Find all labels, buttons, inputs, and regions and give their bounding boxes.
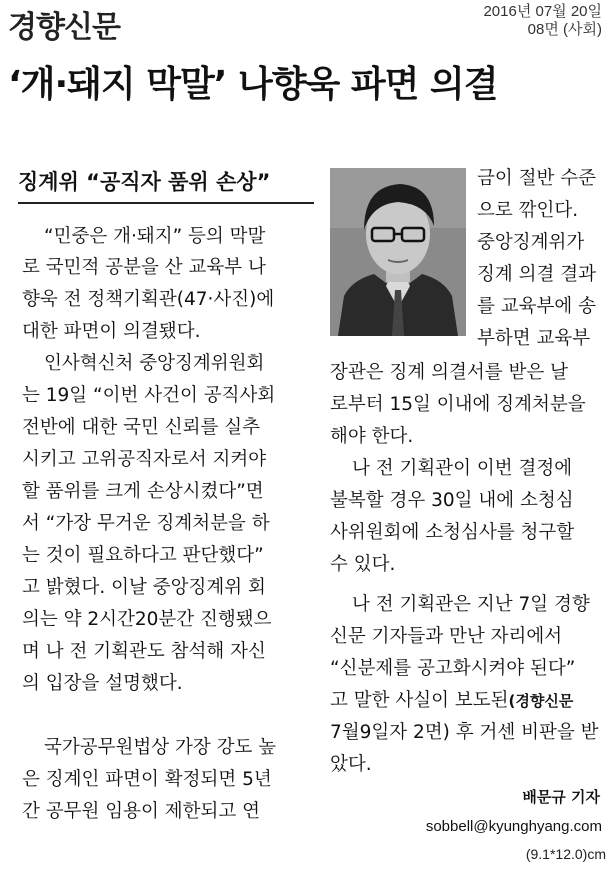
col1-line: 할 품위를 크게 손상시켰다”면 (22, 481, 264, 502)
clipping-size: (9.1*12.0)cm (525, 846, 606, 862)
col1-line: 국가공무원법상 가장 강도 높 (44, 737, 277, 758)
col3-line: 수 있다. (330, 554, 396, 575)
col1-line: 간 공무원 임용이 제한되고 연 (22, 801, 260, 822)
col3-line: “신분제를 공고화시켜야 된다” (330, 658, 576, 679)
subhead-rule (18, 202, 314, 204)
col1-line: 는 19일 “이번 사건이 공직사회 (22, 385, 276, 406)
issue-date: 2016년 07월 20일 (483, 3, 602, 20)
col3-line: 나 전 기획관이 이번 결정에 (352, 458, 573, 479)
col1-line: 로 국민적 공분을 산 교육부 나 (22, 257, 266, 278)
newspaper-masthead: 경향신문 (8, 10, 120, 45)
reporter-byline: 배문규 기자 (522, 788, 600, 806)
reporter-email: sobbell@kyunghyang.com (425, 818, 602, 835)
col3-line (330, 690, 608, 712)
col2-line: 를 교육부에 송 (477, 296, 596, 317)
col1-line: 인사혁신처 중앙징계위원회 (44, 353, 265, 374)
dateline (483, 3, 602, 39)
col3-line: 신문 기자들과 만난 자리에서 (330, 626, 563, 647)
col3-line: 사위원회에 소청심사를 청구할 (330, 522, 575, 543)
col2-line: 금이 절반 수준 (477, 168, 596, 189)
citation-ref: (경향신문 (508, 692, 574, 710)
col3-line: 7월9일자 2면) 후 거센 비판을 받 (330, 722, 599, 743)
col1-line: 전반에 대한 국민 신뢰를 실추 (22, 417, 260, 438)
col1-line: “민중은 개·돼지” 등의 막말 (44, 226, 266, 247)
col1-line: 며 나 전 기획관도 참석해 자신 (22, 641, 266, 662)
col3-line: 았다. (330, 754, 372, 775)
col1-line: 고 밝혔다. 이날 중앙징계위 회 (22, 577, 266, 598)
col1-line: 대한 파면이 의결됐다. (22, 321, 201, 342)
col1-line: 의는 약 2시간20분간 진행됐으 (22, 609, 272, 630)
col3-line: 로부터 15일 이내에 징계처분을 (330, 394, 586, 415)
col1-line: 의 입장을 설명했다. (22, 673, 183, 694)
col1-line: 은 징계인 파면이 확정되면 5년 (22, 769, 272, 790)
portrait-photo (330, 168, 466, 336)
article-subheadline: 징계위 “공직자 품위 손상” (18, 170, 271, 194)
col3-line-text: 고 말한 사실이 보도된 (330, 690, 509, 711)
col1-line: 향욱 전 정책기획관(47·사진)에 (22, 289, 275, 310)
col1-line: 시키고 고위공직자로서 지켜야 (22, 449, 267, 470)
col1-line: 는 것이 필요하다고 판단했다” (22, 545, 264, 566)
col1-line: 서 “가장 무거운 징계처분을 하 (22, 513, 270, 534)
col2-line: 부하면 교육부 (477, 328, 591, 349)
col2-line: 으로 깎인다. (477, 200, 579, 221)
col2-line: 중앙징계위가 (477, 232, 585, 253)
col3-line: 나 전 기획관은 지난 7일 경향 (352, 594, 590, 615)
col3-line: 해야 한다. (330, 426, 414, 447)
page-section: 08면 (사회) (527, 21, 602, 38)
col2-line: 징계 의결 결과 (477, 264, 596, 285)
article-headline: ‘개·돼지 막말’ 나향욱 파면 의결 (8, 64, 498, 105)
col3-line: 불복할 경우 30일 내에 소청심 (330, 490, 574, 511)
col3-line: 장관은 징계 의결서를 받은 날 (330, 362, 568, 383)
